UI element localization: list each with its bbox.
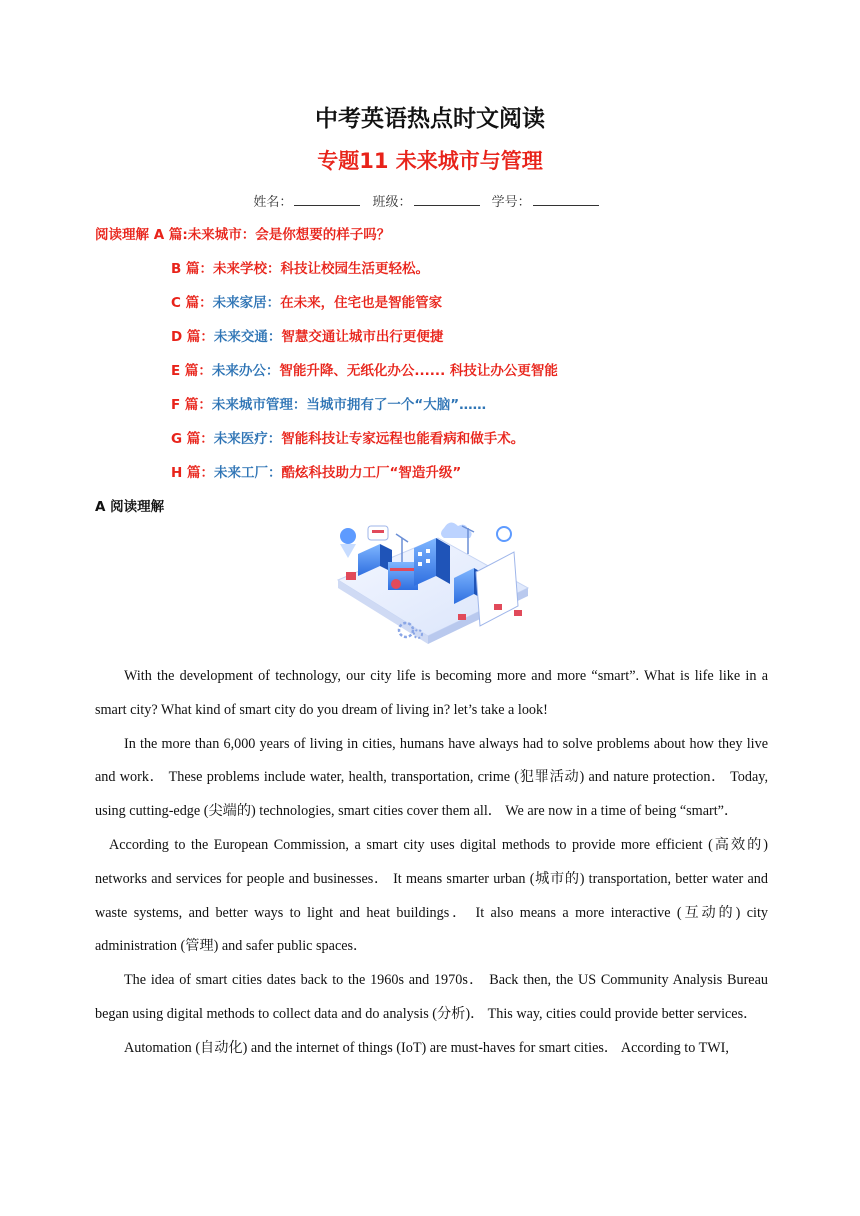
toc-text: 酷炫科技助力工厂“智造升级” xyxy=(281,465,462,481)
paragraph: Automation (自动化) and the internet of things (IoT) are must-haves for smart cities． According to TWI, xyxy=(124,1039,729,1056)
toc-label: 未来办公： xyxy=(211,363,280,379)
toc-item-d xyxy=(95,326,815,360)
toc-item-e xyxy=(95,360,815,394)
id-label: 学号： xyxy=(491,195,531,210)
toc-text: 智慧交通让城市出行更便捷 xyxy=(281,329,444,345)
paragraph: The idea of smart cities dates back to the 1960s and 1970s． Back then, the US Community Analysis Bureau began using digital methods to collect data and do analysis (分析)． This way, cities could provide better services． xyxy=(95,972,768,1022)
toc-label: 未来家居： xyxy=(212,295,281,311)
paragraph: With the development of technology, our city life is becoming more and more “smart”. What is life like in a smart city? What kind of smart city do you dream of living in? let’s take a look! xyxy=(95,668,768,718)
toc-item-c xyxy=(95,292,815,326)
toc-key: D 篇： xyxy=(171,329,214,345)
section-heading: A 阅读理解 xyxy=(95,499,165,515)
toc-label: 未来城市管理： xyxy=(211,397,307,413)
toc-key: 阅读理解 A 篇: xyxy=(95,227,188,243)
smart-city-illustration xyxy=(318,518,540,652)
toc-label: 未来医疗： xyxy=(213,431,282,447)
toc-text: 智能升降、无纸化办公...... 科技让办公更智能 xyxy=(279,363,558,379)
toc-item-b xyxy=(95,258,815,292)
toc-text: 智能科技让专家远程也能看病和做手术。 xyxy=(281,431,525,447)
name-label: 姓名： xyxy=(253,195,293,210)
toc-text: 在未来，住宅也是智能管家 xyxy=(280,295,443,311)
toc-item-g xyxy=(95,428,815,462)
toc-label: 未来学校： xyxy=(213,261,281,277)
toc-item-h xyxy=(95,462,815,496)
page-subtitle: 专题11 未来城市与管理 xyxy=(317,149,543,173)
toc-item-f xyxy=(95,394,815,428)
toc-item-a xyxy=(95,224,815,258)
toc-text: 当城市拥有了一个“大脑”…… xyxy=(306,397,487,413)
toc-label: 未来工厂： xyxy=(214,465,282,481)
class-blank[interactable] xyxy=(414,195,480,206)
article-body xyxy=(95,660,768,1066)
toc-key: B 篇： xyxy=(171,261,213,277)
student-info-line xyxy=(0,191,860,210)
paragraph: According to the European Commission, a smart city uses digital methods to provide more efficient (高效的) networks and services for people and businesses． It means smarter urban (城市的) transportation, better water and waste systems, and better ways to light and heat buildings． It also means a more interactive (互动的) city administration (管理) and safer public spaces． xyxy=(95,836,768,955)
name-blank[interactable] xyxy=(294,195,360,206)
table-of-contents xyxy=(95,224,815,496)
toc-key: C 篇： xyxy=(171,295,213,311)
toc-text: 未来城市：会是你想要的样子吗？ xyxy=(187,227,391,243)
toc-key: G 篇： xyxy=(171,431,214,447)
toc-key: E 篇： xyxy=(171,363,212,379)
toc-text: 科技让校园生活更轻松。 xyxy=(280,261,429,277)
id-blank[interactable] xyxy=(533,195,599,206)
page-title: 中考英语热点时文阅读 xyxy=(315,106,545,132)
paragraph: In the more than 6,000 years of living in cities, humans have always had to solve problems about how they live and work． These problems include water, health, transportation, crime (犯罪活动) and nature protection． Today, using cutting-edge (尖端的) technologies, smart cities cover them all． We are now in a time of being “smart”． xyxy=(95,735,768,820)
toc-key: F 篇： xyxy=(171,397,212,413)
toc-label: 未来交通： xyxy=(213,329,282,345)
class-label: 班级： xyxy=(372,195,412,210)
toc-key: H 篇： xyxy=(171,465,214,481)
